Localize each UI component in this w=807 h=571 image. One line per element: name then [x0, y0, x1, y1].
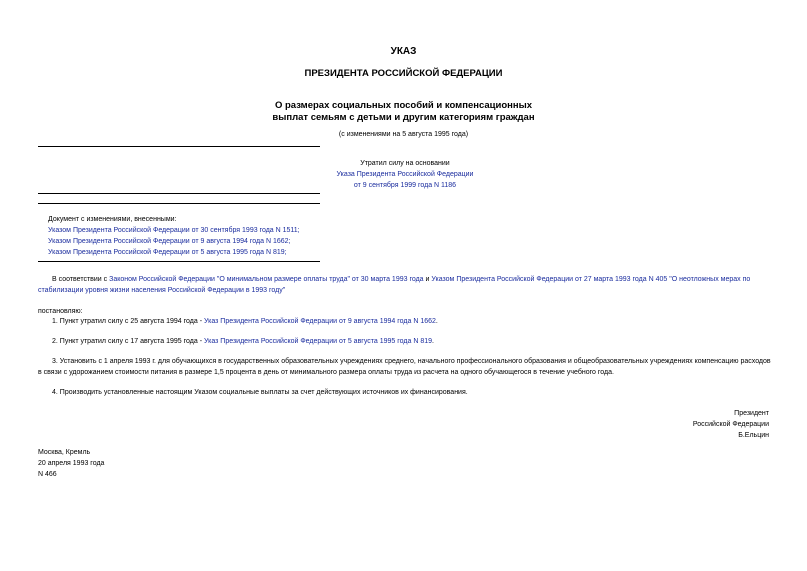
divider: [38, 203, 320, 204]
clause-2-end: .: [432, 338, 434, 345]
document-issuer: ПРЕЗИДЕНТА РОССИЙСКОЙ ФЕДЕРАЦИИ: [304, 68, 503, 79]
signature-line-2: Российской Федерации: [692, 421, 769, 428]
divider: [38, 146, 320, 147]
amendments-intro: Документ с изменениями, внесенными:: [48, 216, 177, 223]
date: 20 апреля 1993 года: [38, 460, 105, 467]
divider: [38, 193, 320, 194]
amendment-link-1[interactable]: Указом Президента Российской Федерации от 30 сентября 1993 года N 1511;: [48, 227, 300, 234]
document-title: УКАЗ: [390, 46, 417, 57]
law-link[interactable]: Законом Российской Федерации "О минимальном размере оплаты труда" от 30 марта 1993 года: [109, 276, 424, 283]
document-subtitle: [0, 100, 807, 124]
preamble-text-2: и: [423, 276, 432, 283]
clause-4: 4. Производить установленные настоящим Указом социальные выплаты за счет действующих источников их финансирования.: [52, 389, 468, 396]
preamble: [38, 274, 773, 296]
decree-word: постановляю:: [38, 308, 83, 315]
clause-1-text: 1. Пункт утратил силу с 25 августа 1994 года -: [52, 318, 204, 325]
edition-note: (с изменениями на 5 августа 1995 года): [338, 131, 469, 138]
signature-line-1: Президент: [734, 410, 769, 417]
clause-2: [38, 336, 773, 347]
amendment-link-3[interactable]: Указом Президента Российской Федерации от 5 августа 1995 года N 819;: [48, 249, 287, 256]
decree-405-link[interactable]: Указом Президента Российской Федерации от 27 марта 1993 года N 405 "О неотложных мерах по стабилизации уровня жизни населения Российской Федерации в 1993 году": [38, 276, 751, 294]
lost-force-text: Утратил силу на основании: [360, 160, 450, 167]
divider: [38, 261, 320, 262]
clause-3: 3. Установить с 1 апреля 1993 г. для обучающихся в государственных образовательных учреждениях среднего, начального профессионального образования и общеобразовательных учреждениях компенсацию расходов в связи с удорожанием стоимости питания в размере 1,5 процента в день от минимального размера оплаты труда из расчета на одного обучающегося в течение учебного года.: [38, 358, 771, 376]
clause-1: [38, 316, 773, 327]
lost-force-link-line-1[interactable]: Указа Президента Российской Федерации: [336, 171, 474, 178]
subtitle-line-2: выплат семьям с детьми и другим категориям граждан: [272, 112, 535, 123]
signature-line-3: Б.Ельцин: [738, 432, 769, 439]
clause-1-end: .: [435, 318, 438, 325]
lost-force-link-line-2[interactable]: от 9 сентября 1999 года N 1186: [353, 182, 457, 189]
place-date-block: [38, 447, 238, 480]
clause-2-text: 2. Пункт утратил силу с 17 августа 1995 года -: [52, 338, 204, 345]
subtitle-line-1: О размерах социальных пособий и компенсационных: [274, 100, 533, 111]
preamble-text-1: В соответствии с: [52, 276, 110, 283]
lost-force-notice: [260, 158, 550, 191]
place: Москва, Кремль: [38, 449, 91, 456]
amendment-link-2[interactable]: Указом Президента Российской Федерации от 9 августа 1994 года N 1662;: [48, 238, 291, 245]
decree-number: N 466: [38, 471, 57, 478]
clause-2-link[interactable]: Указ Президента Российской Федерации от 5 августа 1995 года N 819: [203, 338, 432, 345]
signature-block: [560, 408, 769, 441]
clause-1-link[interactable]: Указ Президента Российской Федерации от 9 августа 1994 года N 1662: [203, 318, 436, 325]
amendments-block: [48, 214, 448, 258]
